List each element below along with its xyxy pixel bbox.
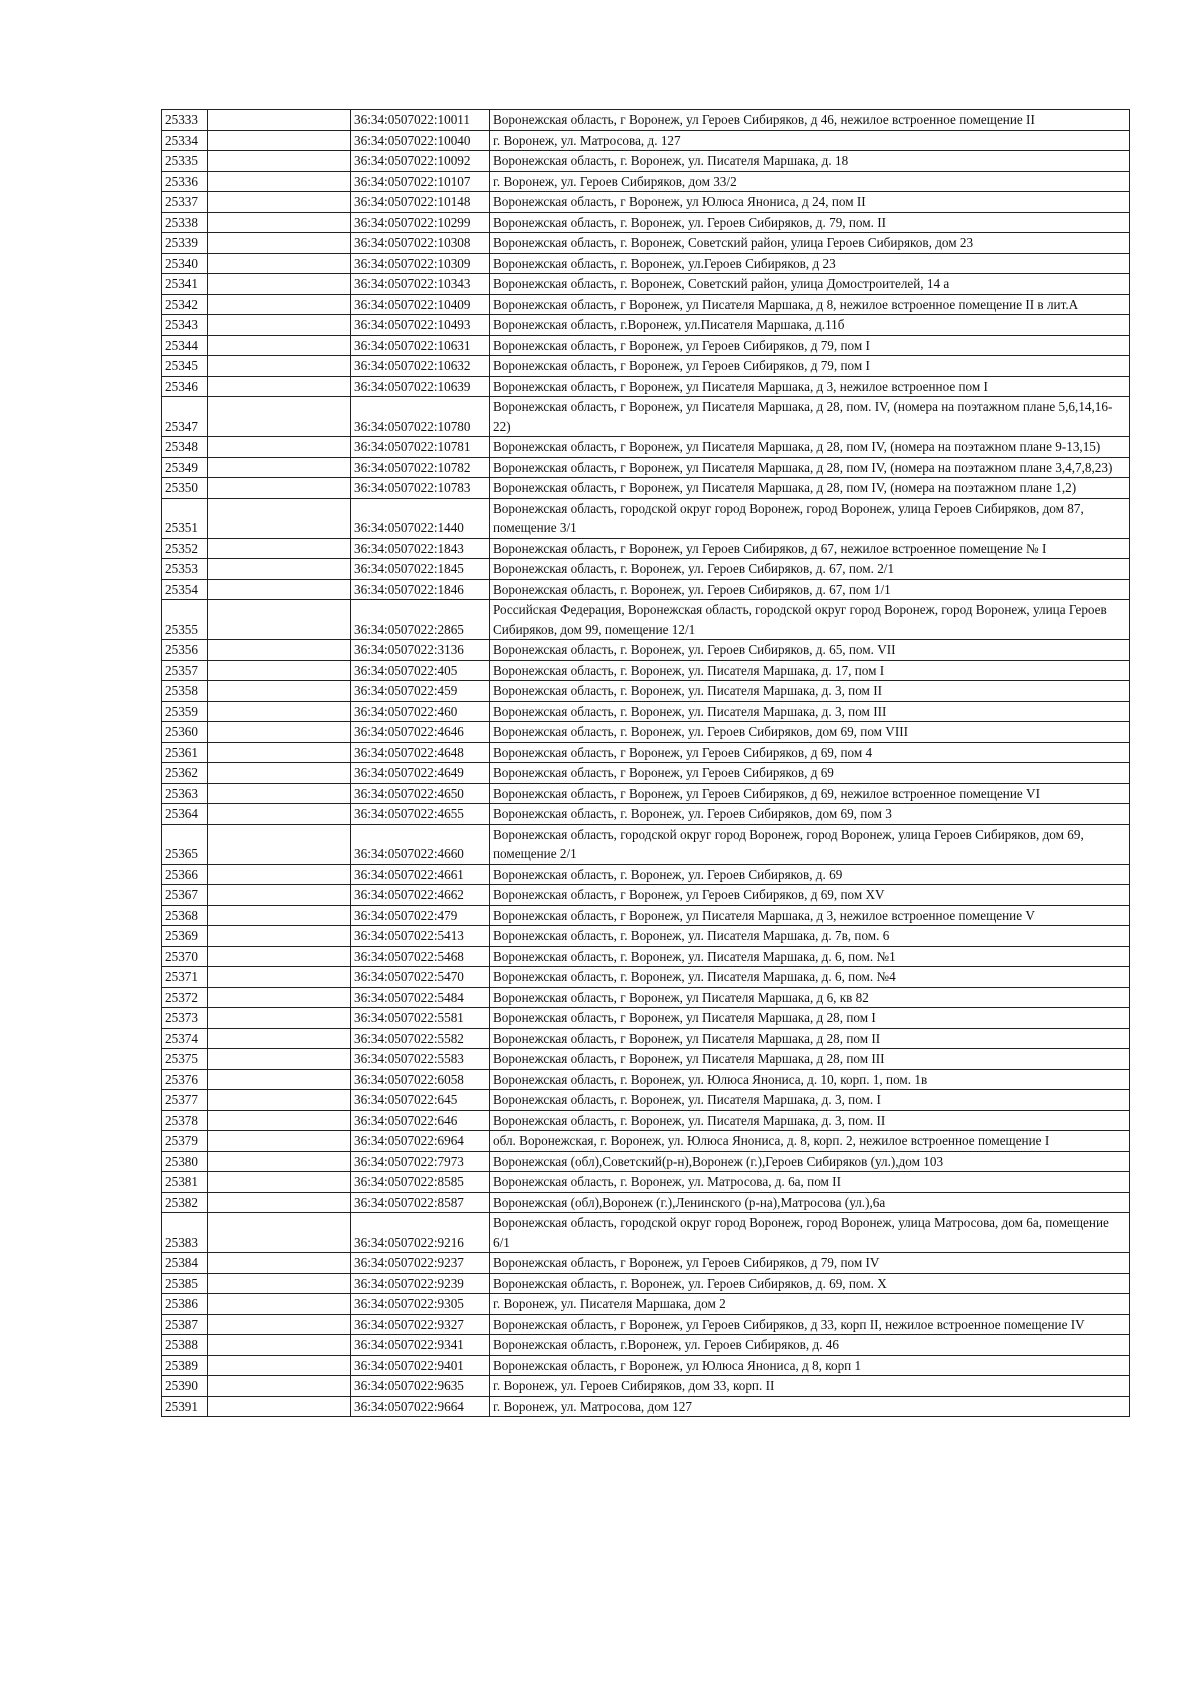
address-cell: Воронежская область, г Воронеж, ул Писателя Маршака, д 3, нежилое встроенное пом I bbox=[490, 376, 1130, 397]
table-row bbox=[162, 233, 1130, 254]
empty-cell bbox=[208, 1294, 351, 1315]
table-row bbox=[162, 681, 1130, 702]
address-cell: Воронежская область, г Воронеж, ул Писателя Маршака, д 28, пом III bbox=[490, 1049, 1130, 1070]
empty-cell bbox=[208, 478, 351, 499]
address-cell: Воронежская область, г Воронеж, ул Писателя Маршака, д 28, пом IV, (номера на поэтажном плане 1,2) bbox=[490, 478, 1130, 499]
table-row bbox=[162, 1213, 1130, 1253]
empty-cell bbox=[208, 926, 351, 947]
empty-cell bbox=[208, 498, 351, 538]
table-row bbox=[162, 478, 1130, 499]
empty-cell bbox=[208, 1253, 351, 1274]
address-cell: Воронежская область, г. Воронеж, Советский район, улица Героев Сибиряков, дом 23 bbox=[490, 233, 1130, 254]
table-row bbox=[162, 294, 1130, 315]
row-number-cell: 25351 bbox=[162, 498, 208, 538]
empty-cell bbox=[208, 559, 351, 580]
cadastral-number-cell: 36:34:0507022:10309 bbox=[351, 253, 490, 274]
table-row bbox=[162, 1396, 1130, 1417]
table-row bbox=[162, 110, 1130, 131]
row-number-cell: 25343 bbox=[162, 315, 208, 336]
cadastral-number-cell: 36:34:0507022:10092 bbox=[351, 151, 490, 172]
cadastral-number-cell: 36:34:0507022:8587 bbox=[351, 1192, 490, 1213]
empty-cell bbox=[208, 376, 351, 397]
address-cell: Воронежская (обл),Советский(р-н),Воронеж (г.),Героев Сибиряков (ул.),дом 103 bbox=[490, 1151, 1130, 1172]
table-row bbox=[162, 253, 1130, 274]
table-row bbox=[162, 1294, 1130, 1315]
empty-cell bbox=[208, 742, 351, 763]
row-number-cell: 25376 bbox=[162, 1069, 208, 1090]
address-cell: г. Воронеж, ул. Писателя Маршака, дом 2 bbox=[490, 1294, 1130, 1315]
table-row bbox=[162, 376, 1130, 397]
row-number-cell: 25366 bbox=[162, 864, 208, 885]
address-cell: Воронежская область, г Воронеж, ул Героев Сибиряков, д 69 bbox=[490, 763, 1130, 784]
empty-cell bbox=[208, 1213, 351, 1253]
table-row bbox=[162, 742, 1130, 763]
table-row bbox=[162, 1273, 1130, 1294]
empty-cell bbox=[208, 1192, 351, 1213]
address-cell: Воронежская область, г Воронеж, ул Героев Сибиряков, д 33, корп II, нежилое встроенное помещение IV bbox=[490, 1314, 1130, 1335]
address-cell: Воронежская область, г. Воронеж, ул. Писателя Маршака, д. 3, пом. I bbox=[490, 1090, 1130, 1111]
cadastral-number-cell: 36:34:0507022:10781 bbox=[351, 437, 490, 458]
empty-cell bbox=[208, 763, 351, 784]
row-number-cell: 25336 bbox=[162, 171, 208, 192]
empty-cell bbox=[208, 1008, 351, 1029]
empty-cell bbox=[208, 253, 351, 274]
table-row bbox=[162, 701, 1130, 722]
cadastral-number-cell: 36:34:0507022:10107 bbox=[351, 171, 490, 192]
cadastral-number-cell: 36:34:0507022:10632 bbox=[351, 356, 490, 377]
address-cell: Воронежская область, г. Воронеж, ул. Писателя Маршака, д. 18 bbox=[490, 151, 1130, 172]
empty-cell bbox=[208, 457, 351, 478]
cadastral-number-cell: 36:34:0507022:9305 bbox=[351, 1294, 490, 1315]
table-row bbox=[162, 783, 1130, 804]
cadastral-number-cell: 36:34:0507022:5582 bbox=[351, 1028, 490, 1049]
table-row bbox=[162, 1131, 1130, 1152]
cadastral-number-cell: 36:34:0507022:10308 bbox=[351, 233, 490, 254]
table-row bbox=[162, 579, 1130, 600]
empty-cell bbox=[208, 397, 351, 437]
cadastral-number-cell: 36:34:0507022:5413 bbox=[351, 926, 490, 947]
address-cell: Воронежская область, г. Воронеж, ул. Героев Сибиряков, дом 69, пом 3 bbox=[490, 804, 1130, 825]
address-cell: Воронежская область, г. Воронеж, ул. Героев Сибиряков, дом 69, пом VIII bbox=[490, 722, 1130, 743]
row-number-cell: 25387 bbox=[162, 1314, 208, 1335]
address-cell: Воронежская область, г. Воронеж, ул. Писателя Маршака, д. 7в, пом. 6 bbox=[490, 926, 1130, 947]
registry-table bbox=[161, 109, 1130, 1417]
table-row bbox=[162, 1069, 1130, 1090]
table-row bbox=[162, 212, 1130, 233]
cadastral-number-cell: 36:34:0507022:7973 bbox=[351, 1151, 490, 1172]
empty-cell bbox=[208, 315, 351, 336]
row-number-cell: 25358 bbox=[162, 681, 208, 702]
cadastral-number-cell: 36:34:0507022:10299 bbox=[351, 212, 490, 233]
empty-cell bbox=[208, 660, 351, 681]
row-number-cell: 25368 bbox=[162, 905, 208, 926]
empty-cell bbox=[208, 1335, 351, 1356]
address-cell: Воронежская область, г Воронеж, ул Писателя Маршака, д 28, пом I bbox=[490, 1008, 1130, 1029]
cadastral-number-cell: 36:34:0507022:10782 bbox=[351, 457, 490, 478]
row-number-cell: 25352 bbox=[162, 538, 208, 559]
cadastral-number-cell: 36:34:0507022:405 bbox=[351, 660, 490, 681]
row-number-cell: 25378 bbox=[162, 1110, 208, 1131]
address-cell: Воронежская область, г. Воронеж, ул. Писателя Маршака, д. 3, пом III bbox=[490, 701, 1130, 722]
empty-cell bbox=[208, 151, 351, 172]
address-cell: Воронежская область, г Воронеж, ул Героев Сибиряков, д 79, пом IV bbox=[490, 1253, 1130, 1274]
empty-cell bbox=[208, 212, 351, 233]
table-row bbox=[162, 1335, 1130, 1356]
address-cell: Воронежская область, г. Воронеж, ул.Героев Сибиряков, д 23 bbox=[490, 253, 1130, 274]
row-number-cell: 25350 bbox=[162, 478, 208, 499]
address-cell: Воронежская область, г Воронеж, ул Героев Сибиряков, д 69, пом XV bbox=[490, 885, 1130, 906]
address-cell: Воронежская область, г. Воронеж, ул. Писателя Маршака, д. 6, пом. №1 bbox=[490, 946, 1130, 967]
cadastral-number-cell: 36:34:0507022:10040 bbox=[351, 130, 490, 151]
cadastral-number-cell: 36:34:0507022:5581 bbox=[351, 1008, 490, 1029]
cadastral-number-cell: 36:34:0507022:1440 bbox=[351, 498, 490, 538]
table-row bbox=[162, 905, 1130, 926]
table-row bbox=[162, 1376, 1130, 1397]
empty-cell bbox=[208, 885, 351, 906]
address-cell: Воронежская область, г Воронеж, ул Героев Сибиряков, д 69, пом 4 bbox=[490, 742, 1130, 763]
cadastral-number-cell: 36:34:0507022:646 bbox=[351, 1110, 490, 1131]
cadastral-number-cell: 36:34:0507022:9401 bbox=[351, 1355, 490, 1376]
empty-cell bbox=[208, 130, 351, 151]
empty-cell bbox=[208, 356, 351, 377]
empty-cell bbox=[208, 701, 351, 722]
table-row bbox=[162, 397, 1130, 437]
cadastral-number-cell: 36:34:0507022:5470 bbox=[351, 967, 490, 988]
row-number-cell: 25380 bbox=[162, 1151, 208, 1172]
table-row bbox=[162, 274, 1130, 295]
cadastral-number-cell: 36:34:0507022:1846 bbox=[351, 579, 490, 600]
table-row bbox=[162, 457, 1130, 478]
row-number-cell: 25367 bbox=[162, 885, 208, 906]
address-cell: г. Воронеж, ул. Матросова, д. 127 bbox=[490, 130, 1130, 151]
row-number-cell: 25356 bbox=[162, 640, 208, 661]
cadastral-number-cell: 36:34:0507022:10493 bbox=[351, 315, 490, 336]
table-row bbox=[162, 315, 1130, 336]
address-cell: Воронежская область, г. Воронеж, ул. Героев Сибиряков, д. 69, пом. X bbox=[490, 1273, 1130, 1294]
row-number-cell: 25353 bbox=[162, 559, 208, 580]
empty-cell bbox=[208, 538, 351, 559]
row-number-cell: 25390 bbox=[162, 1376, 208, 1397]
cadastral-number-cell: 36:34:0507022:10780 bbox=[351, 397, 490, 437]
cadastral-number-cell: 36:34:0507022:10011 bbox=[351, 110, 490, 131]
row-number-cell: 25389 bbox=[162, 1355, 208, 1376]
cadastral-number-cell: 36:34:0507022:9341 bbox=[351, 1335, 490, 1356]
cadastral-number-cell: 36:34:0507022:479 bbox=[351, 905, 490, 926]
table-row bbox=[162, 1049, 1130, 1070]
row-number-cell: 25370 bbox=[162, 946, 208, 967]
cadastral-number-cell: 36:34:0507022:8585 bbox=[351, 1172, 490, 1193]
address-cell: Воронежская область, г Воронеж, ул Юлюса Янониса, д 24, пом II bbox=[490, 192, 1130, 213]
row-number-cell: 25346 bbox=[162, 376, 208, 397]
row-number-cell: 25388 bbox=[162, 1335, 208, 1356]
row-number-cell: 25361 bbox=[162, 742, 208, 763]
table-row bbox=[162, 151, 1130, 172]
address-cell: Воронежская область, г Воронеж, ул Героев Сибиряков, д 79, пом I bbox=[490, 356, 1130, 377]
address-cell: Воронежская область, г. Воронеж, ул. Матросова, д. 6а, пом II bbox=[490, 1172, 1130, 1193]
address-cell: Воронежская область, г. Воронеж, ул. Писателя Маршака, д. 3, пом. II bbox=[490, 1110, 1130, 1131]
row-number-cell: 25374 bbox=[162, 1028, 208, 1049]
cadastral-number-cell: 36:34:0507022:5484 bbox=[351, 987, 490, 1008]
address-cell: Воронежская (обл),Воронеж (г.),Ленинского (р-на),Матросова (ул.),6а bbox=[490, 1192, 1130, 1213]
table-row bbox=[162, 538, 1130, 559]
row-number-cell: 25372 bbox=[162, 987, 208, 1008]
row-number-cell: 25384 bbox=[162, 1253, 208, 1274]
empty-cell bbox=[208, 1110, 351, 1131]
cadastral-number-cell: 36:34:0507022:10631 bbox=[351, 335, 490, 356]
address-cell: Воронежская область, г Воронеж, ул Писателя Маршака, д 28, пом II bbox=[490, 1028, 1130, 1049]
empty-cell bbox=[208, 110, 351, 131]
row-number-cell: 25391 bbox=[162, 1396, 208, 1417]
cadastral-number-cell: 36:34:0507022:3136 bbox=[351, 640, 490, 661]
address-cell: Воронежская область, г Воронеж, ул Юлюса Янониса, д 8, корп 1 bbox=[490, 1355, 1130, 1376]
row-number-cell: 25362 bbox=[162, 763, 208, 784]
row-number-cell: 25338 bbox=[162, 212, 208, 233]
cadastral-number-cell: 36:34:0507022:4662 bbox=[351, 885, 490, 906]
empty-cell bbox=[208, 1090, 351, 1111]
table-row bbox=[162, 824, 1130, 864]
table-row bbox=[162, 1355, 1130, 1376]
address-cell: Воронежская область, г Воронеж, ул Писателя Маршака, д 28, пом. IV, (номера на поэтажном плане 5,6,14,16-22) bbox=[490, 397, 1130, 437]
cadastral-number-cell: 36:34:0507022:1845 bbox=[351, 559, 490, 580]
table-row bbox=[162, 885, 1130, 906]
row-number-cell: 25339 bbox=[162, 233, 208, 254]
row-number-cell: 25375 bbox=[162, 1049, 208, 1070]
cadastral-number-cell: 36:34:0507022:5468 bbox=[351, 946, 490, 967]
table-row bbox=[162, 660, 1130, 681]
empty-cell bbox=[208, 1151, 351, 1172]
cadastral-number-cell: 36:34:0507022:459 bbox=[351, 681, 490, 702]
cadastral-number-cell: 36:34:0507022:6058 bbox=[351, 1069, 490, 1090]
cadastral-number-cell: 36:34:0507022:4646 bbox=[351, 722, 490, 743]
address-cell: Воронежская область, г. Воронеж, ул. Героев Сибиряков, д. 67, пом 1/1 bbox=[490, 579, 1130, 600]
empty-cell bbox=[208, 640, 351, 661]
empty-cell bbox=[208, 804, 351, 825]
address-cell: Воронежская область, г. Воронеж, ул. Героев Сибиряков, д. 79, пом. II bbox=[490, 212, 1130, 233]
table-row bbox=[162, 1253, 1130, 1274]
address-cell: Воронежская область, г Воронеж, ул Героев Сибиряков, д 46, нежилое встроенное помещение II bbox=[490, 110, 1130, 131]
table-row bbox=[162, 987, 1130, 1008]
row-number-cell: 25335 bbox=[162, 151, 208, 172]
empty-cell bbox=[208, 171, 351, 192]
table-row bbox=[162, 1314, 1130, 1335]
row-number-cell: 25369 bbox=[162, 926, 208, 947]
address-cell: Воронежская область, г. Воронеж, ул. Писателя Маршака, д. 3, пом II bbox=[490, 681, 1130, 702]
row-number-cell: 25386 bbox=[162, 1294, 208, 1315]
cadastral-number-cell: 36:34:0507022:645 bbox=[351, 1090, 490, 1111]
address-cell: Воронежская область, г. Воронеж, ул. Героев Сибиряков, д. 69 bbox=[490, 864, 1130, 885]
row-number-cell: 25365 bbox=[162, 824, 208, 864]
table-row bbox=[162, 600, 1130, 640]
cadastral-number-cell: 36:34:0507022:6964 bbox=[351, 1131, 490, 1152]
table-row bbox=[162, 171, 1130, 192]
row-number-cell: 25377 bbox=[162, 1090, 208, 1111]
row-number-cell: 25345 bbox=[162, 356, 208, 377]
address-cell: Воронежская область, г Воронеж, ул Писателя Маршака, д 3, нежилое встроенное помещение V bbox=[490, 905, 1130, 926]
row-number-cell: 25341 bbox=[162, 274, 208, 295]
empty-cell bbox=[208, 1131, 351, 1152]
empty-cell bbox=[208, 579, 351, 600]
empty-cell bbox=[208, 233, 351, 254]
address-cell: Воронежская область, г Воронеж, ул Писателя Маршака, д 6, кв 82 bbox=[490, 987, 1130, 1008]
row-number-cell: 25347 bbox=[162, 397, 208, 437]
cadastral-number-cell: 36:34:0507022:4649 bbox=[351, 763, 490, 784]
empty-cell bbox=[208, 946, 351, 967]
table-row bbox=[162, 1090, 1130, 1111]
table-row bbox=[162, 130, 1130, 151]
row-number-cell: 25382 bbox=[162, 1192, 208, 1213]
table-row bbox=[162, 1110, 1130, 1131]
empty-cell bbox=[208, 722, 351, 743]
empty-cell bbox=[208, 783, 351, 804]
table-row bbox=[162, 926, 1130, 947]
row-number-cell: 25348 bbox=[162, 437, 208, 458]
empty-cell bbox=[208, 1314, 351, 1335]
row-number-cell: 25364 bbox=[162, 804, 208, 825]
row-number-cell: 25340 bbox=[162, 253, 208, 274]
registry-table-container bbox=[161, 109, 1129, 1417]
cadastral-number-cell: 36:34:0507022:9237 bbox=[351, 1253, 490, 1274]
cadastral-number-cell: 36:34:0507022:2865 bbox=[351, 600, 490, 640]
empty-cell bbox=[208, 335, 351, 356]
address-cell: Воронежская область, г. Воронеж, ул. Писателя Маршака, д. 17, пом I bbox=[490, 660, 1130, 681]
address-cell: г. Воронеж, ул. Героев Сибиряков, дом 33, корп. II bbox=[490, 1376, 1130, 1397]
table-row bbox=[162, 356, 1130, 377]
empty-cell bbox=[208, 1028, 351, 1049]
address-cell: обл. Воронежская, г. Воронеж, ул. Юлюса Янониса, д. 8, корп. 2, нежилое встроенное помещение I bbox=[490, 1131, 1130, 1152]
table-row bbox=[162, 1172, 1130, 1193]
address-cell: Воронежская область, г. Воронеж, ул. Героев Сибиряков, д. 67, пом. 2/1 bbox=[490, 559, 1130, 580]
empty-cell bbox=[208, 987, 351, 1008]
empty-cell bbox=[208, 824, 351, 864]
row-number-cell: 25354 bbox=[162, 579, 208, 600]
address-cell: Воронежская область, г.Воронеж, ул.Писателя Маршака, д.11б bbox=[490, 315, 1130, 336]
row-number-cell: 25383 bbox=[162, 1213, 208, 1253]
row-number-cell: 25357 bbox=[162, 660, 208, 681]
empty-cell bbox=[208, 1355, 351, 1376]
table-row bbox=[162, 763, 1130, 784]
row-number-cell: 25344 bbox=[162, 335, 208, 356]
empty-cell bbox=[208, 437, 351, 458]
table-row bbox=[162, 437, 1130, 458]
table-row bbox=[162, 192, 1130, 213]
cadastral-number-cell: 36:34:0507022:4660 bbox=[351, 824, 490, 864]
address-cell: г. Воронеж, ул. Героев Сибиряков, дом 33/2 bbox=[490, 171, 1130, 192]
cadastral-number-cell: 36:34:0507022:9327 bbox=[351, 1314, 490, 1335]
empty-cell bbox=[208, 1376, 351, 1397]
row-number-cell: 25379 bbox=[162, 1131, 208, 1152]
empty-cell bbox=[208, 1273, 351, 1294]
address-cell: Воронежская область, г Воронеж, ул Писателя Маршака, д 28, пом IV, (номера на поэтажном плане 9-13,15) bbox=[490, 437, 1130, 458]
address-cell: Воронежская область, г. Воронеж, Советский район, улица Домостроителей, 14 а bbox=[490, 274, 1130, 295]
row-number-cell: 25363 bbox=[162, 783, 208, 804]
row-number-cell: 25360 bbox=[162, 722, 208, 743]
row-number-cell: 25342 bbox=[162, 294, 208, 315]
cadastral-number-cell: 36:34:0507022:9239 bbox=[351, 1273, 490, 1294]
empty-cell bbox=[208, 1396, 351, 1417]
address-cell: Воронежская область, г Воронеж, ул Героев Сибиряков, д 69, нежилое встроенное помещение VI bbox=[490, 783, 1130, 804]
empty-cell bbox=[208, 274, 351, 295]
address-cell: Воронежская область, г Воронеж, ул Героев Сибиряков, д 67, нежилое встроенное помещение № I bbox=[490, 538, 1130, 559]
address-cell: Воронежская область, г. Воронеж, ул. Юлюса Янониса, д. 10, корп. 1, пом. 1в bbox=[490, 1069, 1130, 1090]
address-cell: Воронежская область, г Воронеж, ул Писателя Маршака, д 8, нежилое встроенное помещение II в лит.А bbox=[490, 294, 1130, 315]
table-row bbox=[162, 946, 1130, 967]
table-row bbox=[162, 640, 1130, 661]
table-row bbox=[162, 967, 1130, 988]
row-number-cell: 25333 bbox=[162, 110, 208, 131]
cadastral-number-cell: 36:34:0507022:4650 bbox=[351, 783, 490, 804]
table-row bbox=[162, 1192, 1130, 1213]
row-number-cell: 25337 bbox=[162, 192, 208, 213]
row-number-cell: 25349 bbox=[162, 457, 208, 478]
row-number-cell: 25334 bbox=[162, 130, 208, 151]
table-row bbox=[162, 498, 1130, 538]
row-number-cell: 25371 bbox=[162, 967, 208, 988]
address-cell: Воронежская область, г Воронеж, ул Писателя Маршака, д 28, пом IV, (номера на поэтажном плане 3,4,7,8,23) bbox=[490, 457, 1130, 478]
cadastral-number-cell: 36:34:0507022:10343 bbox=[351, 274, 490, 295]
cadastral-number-cell: 36:34:0507022:10409 bbox=[351, 294, 490, 315]
address-cell: Воронежская область, г. Воронеж, ул. Писателя Маршака, д. 6, пом. №4 bbox=[490, 967, 1130, 988]
address-cell: Воронежская область, городской округ город Воронеж, город Воронеж, улица Матросова, дом 6а, помещение 6/1 bbox=[490, 1213, 1130, 1253]
cadastral-number-cell: 36:34:0507022:460 bbox=[351, 701, 490, 722]
empty-cell bbox=[208, 1069, 351, 1090]
address-cell: Воронежская область, г.Воронеж, ул. Героев Сибиряков, д. 46 bbox=[490, 1335, 1130, 1356]
cadastral-number-cell: 36:34:0507022:5583 bbox=[351, 1049, 490, 1070]
empty-cell bbox=[208, 905, 351, 926]
cadastral-number-cell: 36:34:0507022:1843 bbox=[351, 538, 490, 559]
cadastral-number-cell: 36:34:0507022:10148 bbox=[351, 192, 490, 213]
table-row bbox=[162, 1008, 1130, 1029]
cadastral-number-cell: 36:34:0507022:9216 bbox=[351, 1213, 490, 1253]
empty-cell bbox=[208, 294, 351, 315]
address-cell: г. Воронеж, ул. Матросова, дом 127 bbox=[490, 1396, 1130, 1417]
table-row bbox=[162, 559, 1130, 580]
table-row bbox=[162, 335, 1130, 356]
address-cell: Воронежская область, городской округ город Воронеж, город Воронеж, улица Героев Сибиряков, дом 87, помещение 3/1 bbox=[490, 498, 1130, 538]
row-number-cell: 25355 bbox=[162, 600, 208, 640]
empty-cell bbox=[208, 1049, 351, 1070]
empty-cell bbox=[208, 600, 351, 640]
cadastral-number-cell: 36:34:0507022:4661 bbox=[351, 864, 490, 885]
cadastral-number-cell: 36:34:0507022:4655 bbox=[351, 804, 490, 825]
table-row bbox=[162, 1028, 1130, 1049]
table-row bbox=[162, 722, 1130, 743]
row-number-cell: 25359 bbox=[162, 701, 208, 722]
table-row bbox=[162, 804, 1130, 825]
empty-cell bbox=[208, 864, 351, 885]
table-row bbox=[162, 1151, 1130, 1172]
cadastral-number-cell: 36:34:0507022:9664 bbox=[351, 1396, 490, 1417]
address-cell: Воронежская область, г. Воронеж, ул. Героев Сибиряков, д. 65, пом. VII bbox=[490, 640, 1130, 661]
empty-cell bbox=[208, 192, 351, 213]
empty-cell bbox=[208, 967, 351, 988]
row-number-cell: 25381 bbox=[162, 1172, 208, 1193]
row-number-cell: 25385 bbox=[162, 1273, 208, 1294]
cadastral-number-cell: 36:34:0507022:4648 bbox=[351, 742, 490, 763]
address-cell: Российская Федерация, Воронежская область, городской округ город Воронеж, город Воронеж, улица Героев Сибиряков, дом 99, помещение 12/1 bbox=[490, 600, 1130, 640]
address-cell: Воронежская область, городской округ город Воронеж, город Воронеж, улица Героев Сибиряков, дом 69, помещение 2/1 bbox=[490, 824, 1130, 864]
cadastral-number-cell: 36:34:0507022:10639 bbox=[351, 376, 490, 397]
row-number-cell: 25373 bbox=[162, 1008, 208, 1029]
table-row bbox=[162, 864, 1130, 885]
empty-cell bbox=[208, 1172, 351, 1193]
cadastral-number-cell: 36:34:0507022:10783 bbox=[351, 478, 490, 499]
cadastral-number-cell: 36:34:0507022:9635 bbox=[351, 1376, 490, 1397]
empty-cell bbox=[208, 681, 351, 702]
address-cell: Воронежская область, г Воронеж, ул Героев Сибиряков, д 79, пом I bbox=[490, 335, 1130, 356]
